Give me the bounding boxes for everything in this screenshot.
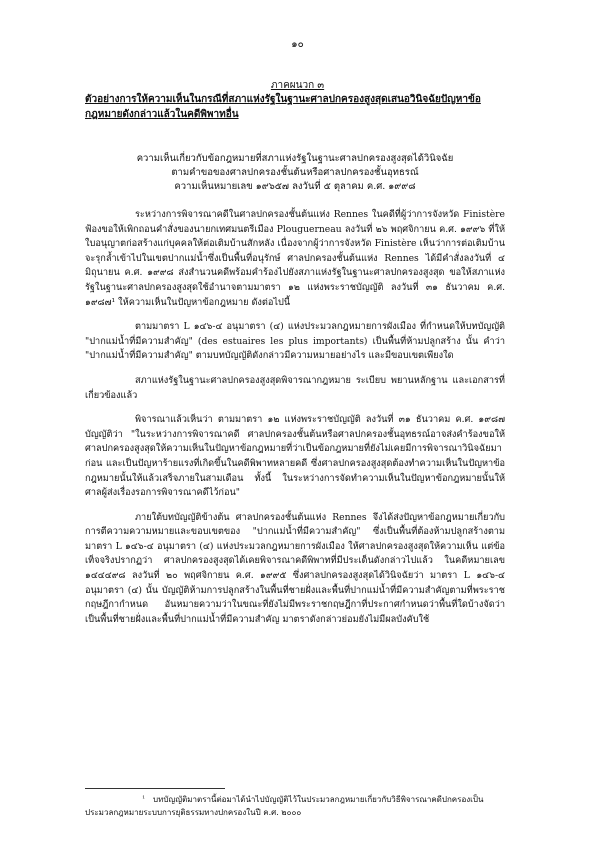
footnote-text: บทบัญญัติมาตรานี้ต่อมาได้นำไปบัญญัติไว้ในประมวลกฎหมายเกี่ยวกับวิธีพิจารณาคดีปกครองเป็นประมวลกฎหมายระบบการยุติธรรมทางปกครองในปี ค.ศ. ๒๐๐๐ [85, 795, 484, 817]
body-paragraph-5: ภายใต้บทบัญญัติข้างต้น ศาลปกครองชั้นต้นแห่ง Rennes จึงได้ส่งปัญหาข้อกฎหมายเกี่ยวกับการตีความความหมายและขอบเขตของ "ปากแม่น้ำที่มีความสำคัญ" ซึ่งเป็นพื้นที่ต้องห้ามปลูกสร้างตามมาตรา L ๑๔๖-๔ อนุมาตรา (๔) แห่งประมวลกฎหมายการผังเมือง ให้ศาลปกครองสูงสุดให้ความเห็น แต่ข้อเท็จจริงปรากฏว่า ศาลปกครองสูงสุดได้เคยพิจารณาคดีพิพาทที่มีประเด็นดังกล่าวไปแล้ว ในคดีหมายเลข ๑๔๔๔๙๘ ลงวันที่ ๒๐ พฤศจิกายน ค.ศ. ๑๙๙๕ ซึ่งศาลปกครองสูงสุดได้วินิจฉัยว่า มาตรา L ๑๔๖-๔ อนุมาตรา (๔) นั้น บัญญัติห้ามการปลูกสร้างในพื้นที่ชายฝั่งและพื้นที่ปากแม่น้ำที่มีความสำคัญตามที่พระราชกฤษฎีกากำหนด อันหมายความว่าในขณะที่ยังไม่มีพระราชกฤษฎีกาที่ประกาศกำหนดว่าพื้นที่ใดบ้างจัดว่าเป็นพื้นที่ชายฝั่งและพื้นที่ปากแม่น้ำที่มีความสำคัญ มาตราดังกล่าวย่อมยังไม่มีผลบังคับใช้ [85, 511, 505, 625]
heading-line-2: ตามคำขอของศาลปกครองชั้นต้นหรือศาลปกครองชั้นอุทธรณ์ [171, 167, 419, 178]
document-body [85, 208, 505, 637]
body-paragraph-1: ระหว่างการพิจารณาคดีในศาลปกครองชั้นต้นแห่ง Rennes ในคดีที่ผู้ว่าการจังหวัด Finistère ฟ้องขอให้เพิกถอนคำสั่งของนายกเทศมนตรีเมือง Plouguerneau ลงวันที่ ๒๖ พฤศจิกายน ค.ศ. ๑๙๙๖ ที่ให้ใบอนุญาตก่อสร้างแก่บุคคลให้ต่อเติมบ้านสักหลัง เนื่องจากผู้ว่าการจังหวัด Finistère เห็นว่าการต่อเติมบ้านจะรุกล้ำเข้าไปในเขตปากแม่น้ำซึ่งเป็นพื้นที่อนุรักษ์ ศาลปกครองชั้นต้นแห่ง Rennes ได้มีคำสั่งลงวันที่ ๔ มิถุนายน ค.ศ. ๑๙๙๘ ส่งสำนวนคดีพร้อมคำร้องไปยังสภาแห่งรัฐในฐานะศาลปกครองสูงสุด ขอให้สภาแห่งรัฐในฐานะศาลปกครองสูงสุดใช้อำนาจตามมาตรา ๑๒ แห่งพระราชบัญญัติ ลงวันที่ ๓๑ ธันวาคม ค.ศ. ๑๙๘๗¹ ให้ความเห็นในปัญหาข้อกฎหมาย ดังต่อไปนี้ [85, 209, 505, 308]
body-paragraph-2: ตามมาตรา L ๑๔๖-๔ อนุมาตรา (๔) แห่งประมวลกฎหมายการผังเมือง ที่กำหนดให้บทบัญญัติ "ปากแม่น้ำที่มีความสำคัญ" (des estuaires les plus importants) เป็นพื้นที่ห้ามปลูกสร้าง นั้น คำว่า "ปากแม่น้ำที่มีความสำคัญ" ตามบทบัญญัติดังกล่าวมีความหมายอย่างไร และมีขอบเขตเพียงใด [85, 321, 505, 362]
heading-line-1: ความเห็นเกี่ยวกับข้อกฎหมายที่สภาแห่งรัฐในฐานะศาลปกครองสูงสุดได้วินิจฉัย [136, 153, 454, 164]
body-paragraph-3: สภาแห่งรัฐในฐานะศาลปกครองสูงสุดพิจารณากฎหมาย ระเบียบ พยานหลักฐาน และเอกสารที่เกี่ยวข้องแล้ว [85, 374, 505, 401]
footnote-mark: ¹ [142, 795, 145, 803]
page-number: ๑๐ [291, 39, 304, 50]
heading-line-3: ความเห็นหมายเลข ๑๙๖๕๗ ลงวันที่ ๕ ตุลาคม ค.ศ. ๑๙๙๘ [174, 181, 416, 192]
annex-subtitle: ตัวอย่างการให้ความเห็นในกรณีที่สภาแห่งรัฐในฐานะศาลปกครองสูงสุดเสนอวินิจฉัยปัญหาข้อกฎหมายดังกล่าวแล้วในคดีพิพาทอื่น [85, 94, 481, 120]
annex-title: ภาคผนวก ๓ [270, 80, 325, 91]
footnote-divider [85, 788, 225, 789]
opinion-heading [85, 152, 505, 194]
body-paragraph-4: พิจารณาแล้วเห็นว่า ตามมาตรา ๑๒ แห่งพระราชบัญญัติ ลงวันที่ ๓๑ ธันวาคม ค.ศ. ๑๙๘๗ บัญญัติว่า "ในระหว่างการพิจารณาคดี ศาลปกครองชั้นต้นหรือศาลปกครองชั้นอุทธรณ์อาจส่งคำร้องขอให้ศาลปกครองสูงสุดให้ความเห็นในปัญหาข้อกฎหมายที่ว่าเป็นข้อกฎหมายที่ยังไม่เคยมีการพิจารณาวินิจฉัยมาก่อน และเป็นปัญหาร้ายแรงที่เกิดขึ้นในคดีพิพาทหลายคดี ซึ่งศาลปกครองสูงสุดต้องทำความเห็นในปัญหาข้อกฎหมายนั้นให้แล้วเสร็จภายในสามเดือน ทั้งนี้ ในระหว่างการจัดทำความเห็นในปัญหาข้อกฎหมายนั้นให้ศาลผู้ส่งเรื่องรอการพิจารณาคดีไว้ก่อน" [85, 414, 505, 499]
footnote [85, 793, 505, 819]
